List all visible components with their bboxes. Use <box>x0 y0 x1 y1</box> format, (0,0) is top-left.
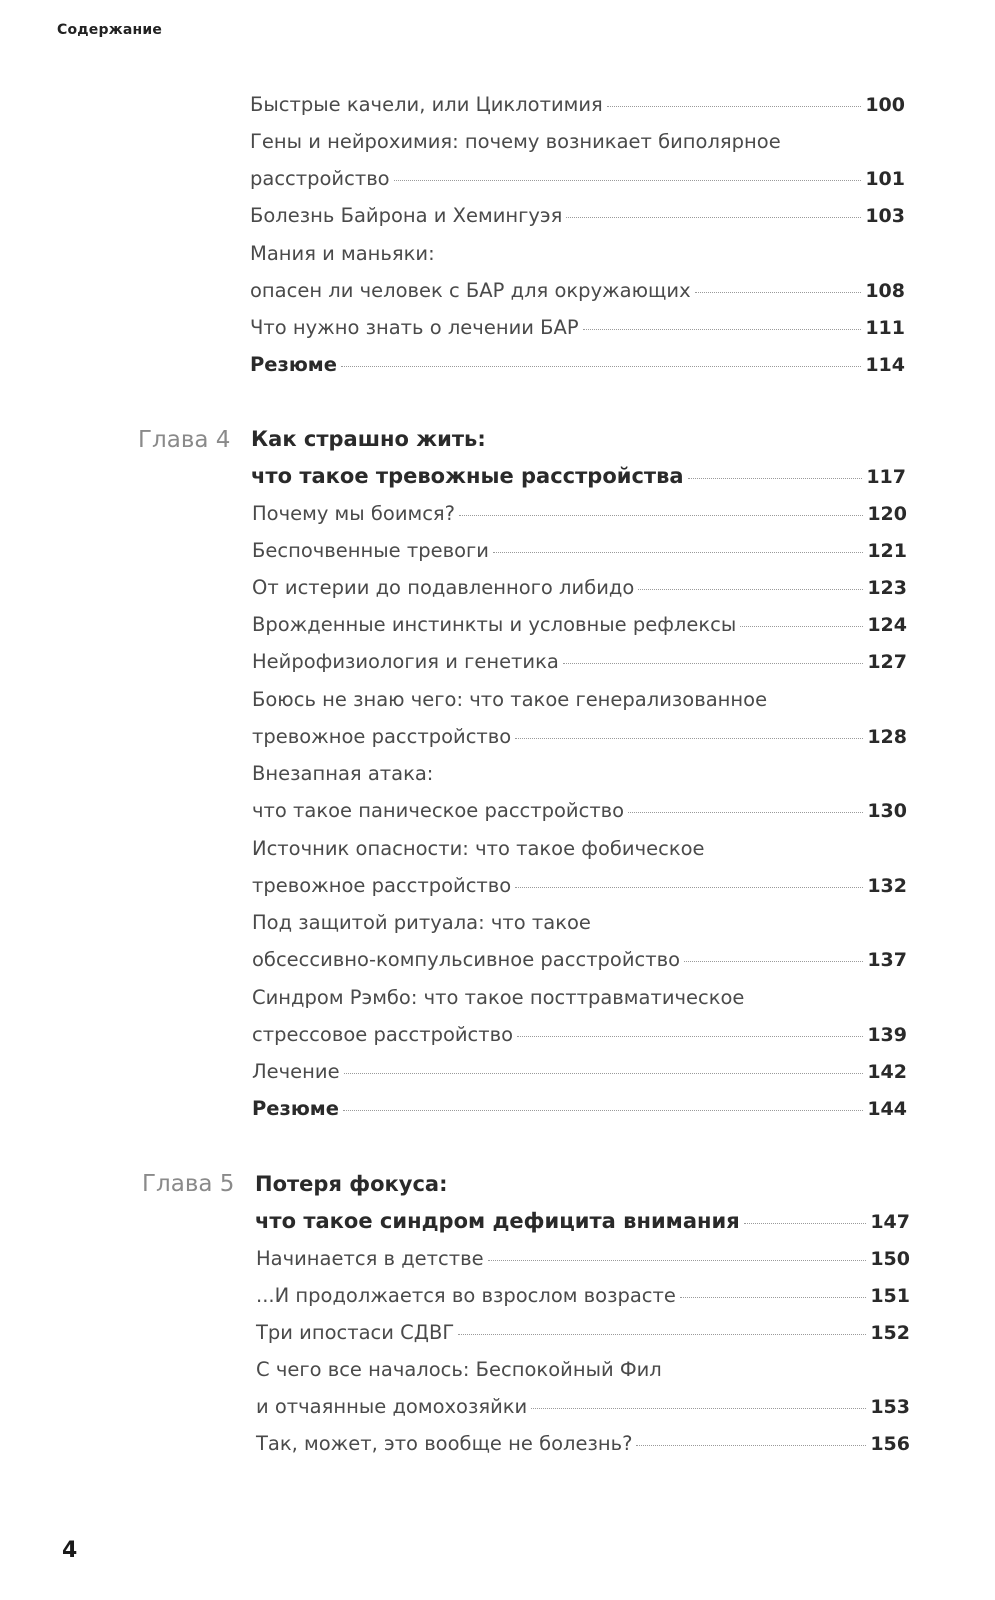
toc-entry-title: Мания и маньяки: <box>250 242 435 265</box>
dot-leader <box>517 1036 863 1037</box>
toc-entry-title: Три ипостаси СДВГ <box>256 1321 455 1344</box>
toc-entry-title: что такое паническое расстройство <box>252 799 625 822</box>
toc-entry[interactable] <box>252 1059 907 1087</box>
toc-entry[interactable] <box>252 501 907 529</box>
toc-entry-title: Начинается в детстве <box>256 1247 484 1270</box>
toc-entry-page: 103 <box>865 205 905 227</box>
dot-leader <box>688 478 863 479</box>
toc-entry[interactable] <box>252 649 907 677</box>
dot-leader <box>744 1223 867 1224</box>
toc-entry-page: 101 <box>865 168 905 190</box>
toc-entry[interactable] <box>250 315 905 343</box>
toc-entry-page: 130 <box>867 800 907 822</box>
toc-entry[interactable] <box>252 910 591 938</box>
toc-entry-page: 153 <box>870 1396 910 1418</box>
toc-entry-title: С чего все началось: Беспокойный Фил <box>256 1358 662 1381</box>
toc-entry-page: 151 <box>870 1285 910 1307</box>
dot-leader <box>493 552 863 553</box>
toc-entry-page: 100 <box>865 94 905 116</box>
toc-entry[interactable] <box>256 1431 910 1459</box>
toc-entry-page: 144 <box>867 1098 907 1120</box>
page-number: 4 <box>62 1538 78 1563</box>
toc-entry-page: 120 <box>867 503 907 525</box>
toc-entry-summary[interactable] <box>250 352 905 380</box>
toc-entry-title: Лечение <box>252 1060 340 1083</box>
toc-entry-page: 137 <box>867 949 907 971</box>
dot-leader <box>341 366 861 367</box>
toc-entry-title: Врожденные инстинкты и условные рефлексы <box>252 613 737 636</box>
chapter-4-label: Глава 4 <box>138 427 231 453</box>
toc-entry-page: 124 <box>867 614 907 636</box>
toc-entry[interactable] <box>252 1022 907 1050</box>
toc-entry-page: 142 <box>867 1061 907 1083</box>
toc-entry[interactable] <box>252 836 705 864</box>
chapter-5-label: Глава 5 <box>142 1171 235 1197</box>
toc-entry-title: обсессивно-компульсивное расстройство <box>252 948 681 971</box>
dot-leader <box>636 1445 866 1446</box>
chapter-4-title[interactable] <box>251 463 906 491</box>
toc-entry-title: Беспочвенные тревоги <box>252 539 489 562</box>
toc-entry[interactable] <box>256 1246 910 1274</box>
toc-entry-page: 121 <box>867 540 907 562</box>
dot-leader <box>566 217 861 218</box>
toc-entry-title: Нейрофизиология и генетика <box>252 650 559 673</box>
toc-entry-page: 108 <box>865 280 905 302</box>
toc-entry[interactable] <box>256 1394 910 1422</box>
dot-leader <box>459 515 863 516</box>
dot-leader <box>515 887 863 888</box>
toc-entry-page: 156 <box>870 1433 910 1455</box>
toc-entry[interactable] <box>250 241 435 269</box>
dot-leader <box>563 663 864 664</box>
toc-entry[interactable] <box>250 278 905 306</box>
toc-entry-title: что такое тревожные расстройства <box>251 464 684 488</box>
toc-entry-page: 150 <box>870 1248 910 1270</box>
toc-entry[interactable] <box>252 798 907 826</box>
toc-entry-page: 114 <box>865 354 905 376</box>
toc-entry[interactable] <box>252 687 767 715</box>
toc-entry-page: 127 <box>867 651 907 673</box>
dot-leader <box>607 106 862 107</box>
toc-entry-title: что такое синдром дефицита внимания <box>255 1209 740 1233</box>
toc-entry[interactable] <box>256 1357 662 1385</box>
toc-entry-title: Гены и нейрохимия: почему возникает биполярное <box>250 130 781 153</box>
running-header: Содержание <box>57 22 163 38</box>
toc-entry[interactable] <box>250 92 905 120</box>
toc-entry-page: 128 <box>867 726 907 748</box>
toc-entry-title: Так, может, это вообще не болезнь? <box>256 1432 633 1455</box>
toc-entry-title: Под защитой ритуала: что такое <box>252 911 591 934</box>
dot-leader <box>343 1110 863 1111</box>
toc-entry-title: опасен ли человек с БАР для окружающих <box>250 279 691 302</box>
toc-entry-title: тревожное расстройство <box>252 874 512 897</box>
dot-leader <box>638 589 863 590</box>
toc-entry[interactable] <box>252 761 433 789</box>
toc-entry-title: Источник опасности: что такое фобическое <box>252 837 705 860</box>
dot-leader <box>695 292 862 293</box>
dot-leader <box>394 180 862 181</box>
toc-entry[interactable] <box>256 1320 910 1348</box>
toc-entry-page: 111 <box>865 317 905 339</box>
toc-entry[interactable] <box>252 873 907 901</box>
toc-entry-page: 147 <box>870 1211 910 1233</box>
toc-entry-title: стрессовое расстройство <box>252 1023 514 1046</box>
chapter-4-title[interactable] <box>251 426 486 454</box>
toc-entry-title: Потеря фокуса: <box>255 1172 448 1196</box>
dot-leader <box>628 812 863 813</box>
toc-entry[interactable] <box>252 947 907 975</box>
dot-leader <box>515 738 863 739</box>
toc-entry-title: От истерии до подавленного либидо <box>252 576 635 599</box>
toc-entry-title: Почему мы боимся? <box>252 502 456 525</box>
dot-leader <box>740 626 863 627</box>
toc-entry-page: 132 <box>867 875 907 897</box>
dot-leader <box>458 1334 866 1335</box>
toc-entry-title: и отчаянные домохозяйки <box>256 1395 528 1418</box>
toc-entry-page: 123 <box>867 577 907 599</box>
toc-entry-title: расстройство <box>250 167 390 190</box>
toc-entry[interactable] <box>252 724 907 752</box>
toc-entry-title: Боюсь не знаю чего: что такое генерализованное <box>252 688 768 711</box>
toc-entry[interactable] <box>252 538 907 566</box>
dot-leader <box>684 961 863 962</box>
toc-entry-title: Внезапная атака: <box>252 762 434 785</box>
dot-leader <box>531 1408 866 1409</box>
dot-leader <box>344 1073 864 1074</box>
chapter-5-title[interactable] <box>255 1171 447 1199</box>
toc-entry-page: 139 <box>867 1024 907 1046</box>
toc-entry[interactable] <box>256 1283 910 1311</box>
toc-entry-page: 117 <box>866 466 906 488</box>
toc-entry-title: Быстрые качели, или Циклотимия <box>250 93 603 116</box>
toc-entry-title: Синдром Рэмбо: что такое посттравматическое <box>252 986 745 1009</box>
toc-entry-title: ...И продолжается во взрослом возрасте <box>256 1284 676 1307</box>
toc-entry-title: Как страшно жить: <box>251 427 486 451</box>
toc-entry-title: Болезнь Байрона и Хемингуэя <box>250 204 563 227</box>
chapter-5-title[interactable] <box>255 1208 910 1236</box>
toc-entry[interactable] <box>250 203 905 231</box>
toc-entry[interactable] <box>252 612 907 640</box>
toc-entry[interactable] <box>250 129 781 157</box>
dot-leader <box>488 1260 867 1261</box>
toc-entry-page: 152 <box>870 1322 910 1344</box>
toc-entry[interactable] <box>250 166 905 194</box>
dot-leader <box>680 1297 866 1298</box>
toc-entry-title: Что нужно знать о лечении БАР <box>250 316 579 339</box>
toc-entry[interactable] <box>252 985 744 1013</box>
toc-entry-title: Резюме <box>252 1097 339 1120</box>
dot-leader <box>583 329 862 330</box>
toc-entry-summary[interactable] <box>252 1096 907 1124</box>
toc-entry-title: тревожное расстройство <box>252 725 512 748</box>
toc-entry[interactable] <box>252 575 907 603</box>
toc-entry-title: Резюме <box>250 353 337 376</box>
